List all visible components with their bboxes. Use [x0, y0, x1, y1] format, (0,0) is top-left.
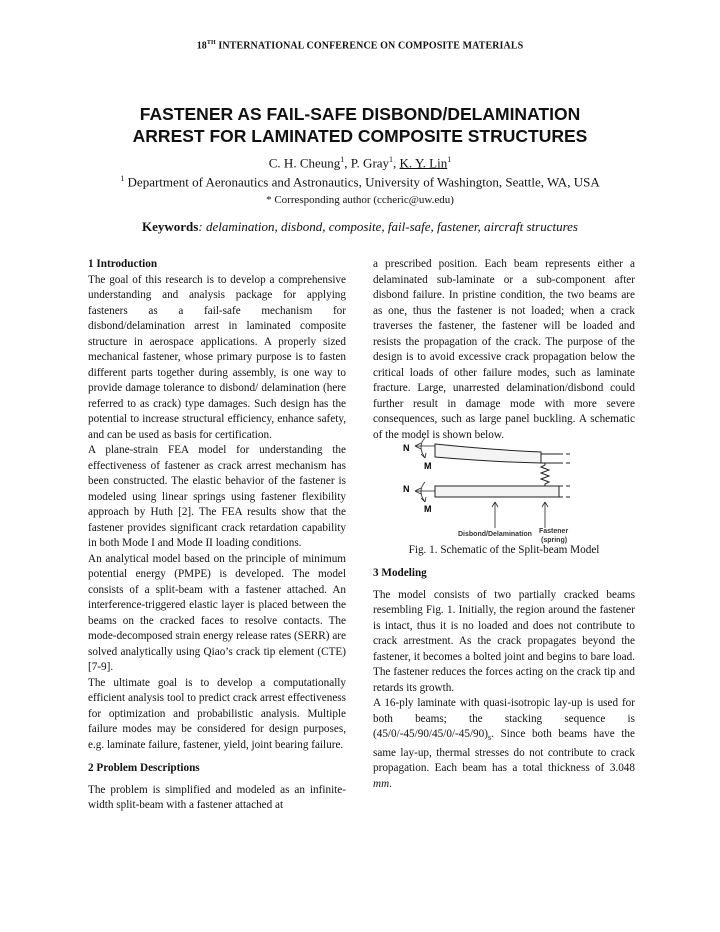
problem-paragraph-1: The problem is simplified and modeled as an infinite-width split-beam with a fastener attached at	[88, 783, 346, 811]
keywords-label: Keywords	[142, 219, 199, 234]
intro-paragraph-1: The goal of this research is to develop a comprehensive understanding and analysis package for applying fasteners as a fail-safe mechanism for disbond/delamination arrest in laminated composite structure in aerospace applications. A properly sized mechanical fastener, whose primary purpose is to fasten different parts together during assembly, is one way to provide damage tolerance to disbond/ delamination (here referred to as crack) type damages. Such design has the potential to increase structural efficiency, enhance safety, and can be used as basis for certification.	[88, 273, 346, 441]
problem-paragraph-continued: a prescribed position. Each beam represents either a delaminated sub-laminate or a sub-component after disbond failure. In pristine condition, the two beams are as one, thus the fastener is not loaded; when a crack traverses the fastener, the fastener will be loaded and resists the propagation of the crack. The purpose of the design is to avoid excessive crack propagation below the critical loads of other failure modes, such as laminate fracture. Large, unarrested delamination/disbond could further result in damage mode with more severe consequences, such as large panel buckling. A schematic of the model is shown below.	[373, 258, 635, 441]
title-line-1: FASTENER AS FAIL-SAFE DISBOND/DELAMINATION	[139, 104, 581, 124]
label-spring: (spring)	[541, 537, 568, 544]
fastener-spring	[541, 463, 549, 486]
intro-paragraph-2: A plane-strain FEA model for understanding the effectiveness of fastener as crack arrest mechanism has been constructed. The elastic behavior of the fastener is modeled using linear springs using fastener flexibility approach by Huth [2]. The FEA results show that the fastener provides significant crack retardation capability in both Mode I and Mode II loading conditions.	[88, 444, 346, 549]
conference-header: 18TH INTERNATIONAL CONFERENCE ON COMPOSITE MATERIALS	[196, 40, 524, 52]
right-column-top	[373, 257, 635, 443]
modeling-paragraph-2: A 16-ply laminate with quasi-isotropic lay-up is used for both beams; the stacking sequence is $(45/0/-45/90/45/0/-45/90)_s$. Since both beams have the same lay-up, thermal stresses do not contribute to crack propagation. Each beam has a total thickness of 3.048 mm.	[373, 697, 635, 790]
author-1: C. H. Cheung	[268, 155, 341, 171]
modeling-paragraph-1: The model consists of two partially cracked beams resembling Fig. 1. Initially, the region around the fastener is intact, thus it is no loaded and does not contribute to crack arrestment. As the crack propagates beyond the fastener, it becomes a bolted joint and begins to bare load. The fastener reduces the forces acting on the crack tip and retards its growth.	[373, 588, 635, 694]
title-line-2: ARREST FOR LAMINATED COMPOSITE STRUCTURES	[132, 126, 588, 146]
section-heading-problem: 2 Problem Descriptions	[88, 762, 200, 774]
author-2: P. Gray	[350, 155, 390, 171]
label-n-bottom: N	[403, 484, 410, 494]
figure-caption: Fig. 1. Schematic of the Split-beam Model	[408, 544, 600, 556]
lower-beam	[435, 486, 559, 497]
label-fastener: Fastener	[539, 528, 569, 535]
label-disbond: Disbond/Delamination	[458, 531, 532, 538]
author-list: C. H. Cheung$^1$, P. Gray$^1$, K. Y. Lin$^1$	[268, 155, 452, 171]
corresponding-author: * Corresponding author (ccheric@uw.edu)	[266, 194, 454, 206]
intro-paragraph-4: The ultimate goal is to develop a computationally efficient analysis tool to predict crack arrest effectiveness for optimization and probabilistic analysis. Multiple failure modes may be considered for design purposes, e.g. laminate failure, fastener, yield, joint bearing failure.	[88, 676, 346, 751]
intro-paragraph-3: An analytical model based on the principle of minimum potential energy (PMPE) is developed. The model consists of a split-beam with a fastener attached. An interference-triggered elastic layer is placed between the beams on the cracked faces to resolve contacts. The mode-decomposed strain energy release rates (SERR) are solved analytically using Qiao’s crack tip element (CTE) [7-9].	[88, 552, 346, 673]
section-heading-introduction: 1 Introduction	[88, 258, 158, 270]
label-m-top: M	[424, 461, 432, 471]
upper-beam	[435, 444, 541, 463]
label-n-top: N	[403, 443, 410, 453]
figure-svg	[373, 436, 635, 554]
author-3: K. Y. Lin	[399, 155, 448, 171]
keywords	[0, 219, 720, 235]
label-m-bottom: M	[424, 504, 432, 514]
left-column	[88, 257, 346, 814]
affiliation: $^1$ Department of Aeronautics and Astronautics, University of Washington, Seattle, WA, USA	[120, 174, 600, 190]
right-column-bottom	[373, 566, 635, 792]
paper-title	[60, 103, 660, 147]
keywords-values: : delamination, disbond, composite, fail-safe, fastener, aircraft structures	[198, 219, 578, 234]
section-heading-modeling: 3 Modeling	[373, 567, 427, 579]
split-beam-schematic	[373, 436, 635, 554]
